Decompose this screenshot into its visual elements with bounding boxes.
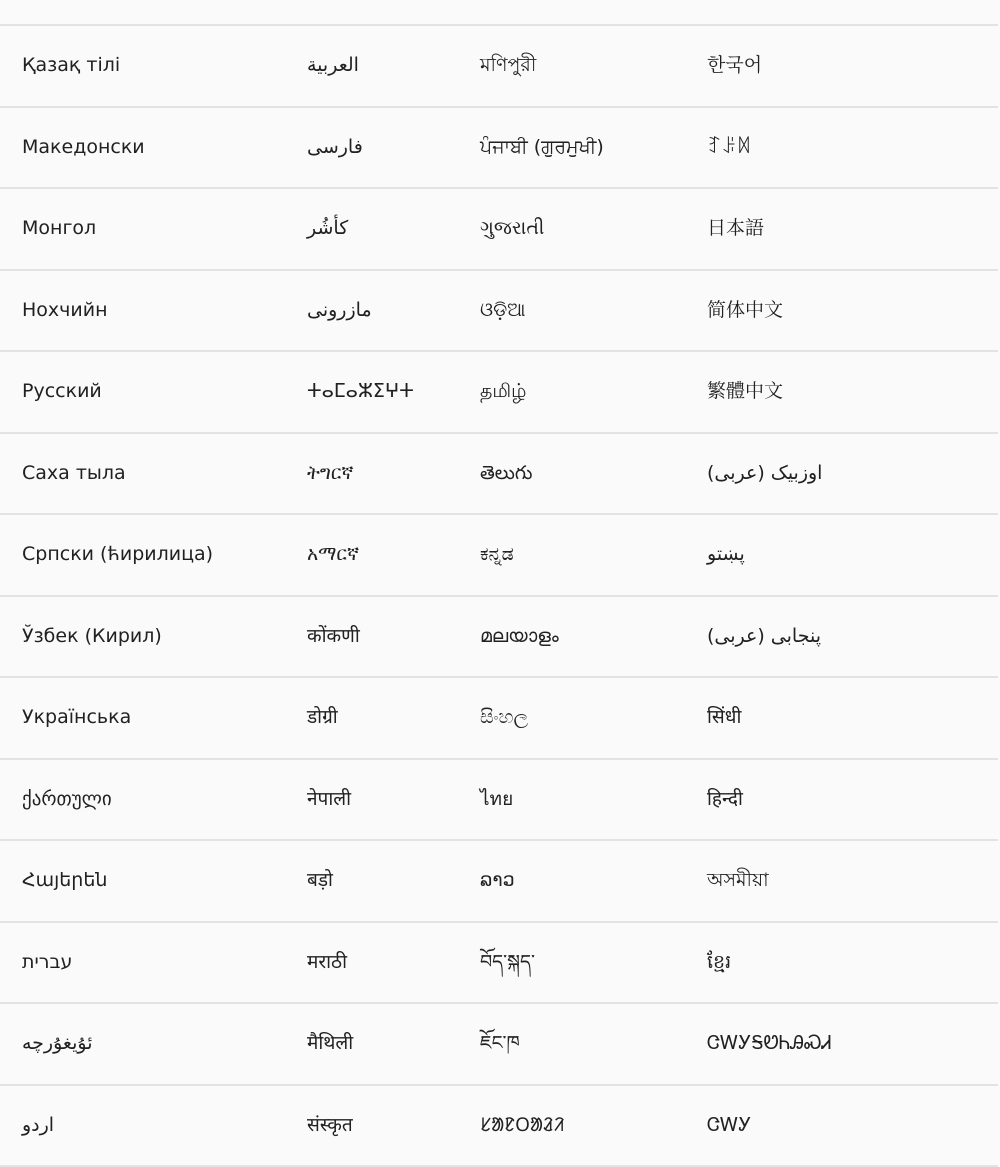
language-row <box>0 108 998 190</box>
language-option[interactable]: मैथिली <box>307 1004 353 1084</box>
language-option[interactable]: བོད་སྐད་ <box>480 923 535 1003</box>
language-option[interactable]: 日本語 <box>707 189 764 269</box>
language-row <box>0 352 998 434</box>
language-option[interactable]: ᏣᎳᎩ <box>707 1086 751 1166</box>
language-option[interactable]: తెలుగు <box>480 434 532 514</box>
language-option[interactable]: Монгол <box>22 189 96 269</box>
language-option[interactable]: ትግርኛ <box>307 434 353 514</box>
language-option[interactable]: ⵜⴰⵎⴰⵣⵉⵖⵜ <box>307 352 414 432</box>
language-option[interactable]: ไทย <box>480 760 513 840</box>
language-option[interactable]: ქართული <box>22 760 112 840</box>
language-option[interactable]: Нохчийн <box>22 271 108 351</box>
language-option[interactable]: ಕನ್ನಡ <box>480 515 514 595</box>
language-option[interactable]: پنجابی (عربی) <box>707 597 821 677</box>
language-option[interactable]: ລາວ <box>480 841 515 921</box>
language-option[interactable]: Русский <box>22 352 102 432</box>
language-option[interactable]: ئۇيغۇرچە <box>22 1004 92 1084</box>
language-option[interactable]: ଓଡ଼ିଆ <box>480 271 526 351</box>
language-option[interactable]: مازرونی <box>307 271 372 351</box>
language-row <box>0 515 998 597</box>
language-row <box>0 1004 998 1086</box>
language-row <box>0 26 998 108</box>
language-option[interactable]: 简体中文 <box>707 271 783 351</box>
language-option[interactable]: ខ្មែរ <box>707 923 731 1003</box>
language-option[interactable]: ਪੰਜਾਬੀ (ਗੁਰਮੁਖੀ) <box>480 108 604 188</box>
language-row <box>0 597 998 679</box>
language-option[interactable]: ᏣᎳᎩᎦᏬᏂᎯᏍᏗ <box>707 1004 832 1084</box>
language-option[interactable]: हिन्दी <box>707 760 743 840</box>
language-option[interactable]: தமிழ் <box>480 352 526 432</box>
language-option[interactable]: اردو <box>22 1086 54 1166</box>
language-option[interactable]: मराठी <box>307 923 347 1003</box>
language-option[interactable]: ગુજરાતી <box>480 189 544 269</box>
language-option[interactable]: Қазақ тілі <box>22 26 120 106</box>
language-option[interactable]: Српски (ћирилица) <box>22 515 213 595</box>
language-row <box>0 678 998 760</box>
language-option[interactable]: संस्कृत <box>307 1086 353 1166</box>
language-option[interactable]: فارسی <box>307 108 363 188</box>
language-row <box>0 760 998 842</box>
language-option[interactable]: অসমীয়া <box>707 841 769 921</box>
language-option[interactable]: डोग्री <box>307 678 338 758</box>
language-option[interactable]: Українська <box>22 678 131 758</box>
language-option[interactable]: کأشُر <box>307 189 348 269</box>
language-option[interactable]: اوزبیک (عربی) <box>707 434 822 514</box>
language-option[interactable]: Ўзбек (Кирил) <box>22 597 162 677</box>
language-option[interactable]: 한국어 <box>707 26 762 106</box>
language-option[interactable]: አማርኛ <box>307 515 359 595</box>
language-option[interactable]: Македонски <box>22 108 145 188</box>
language-option[interactable]: सिंधी <box>707 678 741 758</box>
language-row <box>0 434 998 516</box>
language-option[interactable]: 繁體中文 <box>707 352 783 432</box>
language-row <box>0 189 998 271</box>
language-option[interactable]: মণিপুরী <box>480 26 536 106</box>
language-option[interactable]: ꆈꌠꉙ <box>707 108 752 188</box>
language-option[interactable]: پښتو <box>707 515 745 595</box>
language-option[interactable]: Հայերեն <box>22 841 107 921</box>
language-option[interactable]: සිංහල <box>480 678 528 758</box>
language-option[interactable]: Саха тыла <box>22 434 126 514</box>
language-row <box>0 923 998 1005</box>
language-option[interactable]: ཇོང་ཁ <box>480 1004 520 1084</box>
language-option[interactable]: العربية <box>307 26 359 106</box>
language-row <box>0 841 998 923</box>
language-option[interactable]: कोंकणी <box>307 597 360 677</box>
language-option[interactable]: ᱥᱟᱱᱛᱟᱲᱤ <box>480 1086 565 1166</box>
language-option[interactable]: עברית <box>22 923 72 1003</box>
language-option[interactable]: नेपाली <box>307 760 351 840</box>
language-option[interactable]: മലയാളം <box>480 597 559 677</box>
language-row <box>0 1086 998 1167</box>
language-row <box>0 271 998 353</box>
language-option[interactable]: बड़ो <box>307 841 333 921</box>
